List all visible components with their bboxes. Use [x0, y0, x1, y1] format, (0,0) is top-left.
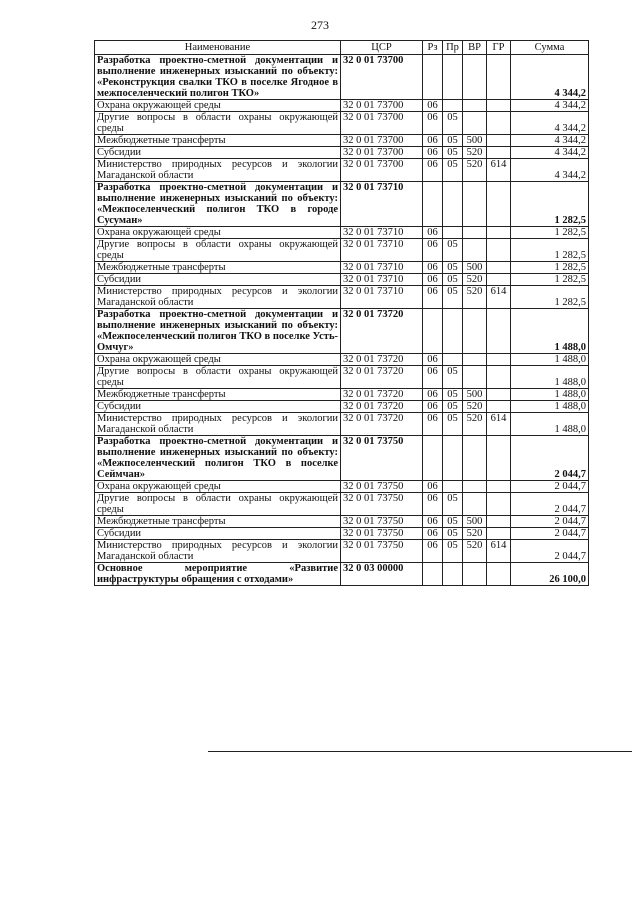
cell-name: Охрана окружающей среды	[95, 227, 341, 239]
header-rz: Рз	[423, 41, 443, 55]
cell-name: Охрана окружающей среды	[95, 354, 341, 366]
cell-sum: 2 044,7	[511, 436, 589, 481]
cell-pr: 05	[443, 274, 463, 286]
cell-csr: 32 0 01 73700	[341, 159, 423, 182]
cell-sum: 1 282,5	[511, 274, 589, 286]
cell-csr: 32 0 01 73710	[341, 239, 423, 262]
budget-table	[94, 40, 589, 586]
table-row	[95, 516, 589, 528]
cell-name: Охрана окружающей среды	[95, 100, 341, 112]
cell-name: Другие вопросы в области охраны окружающей среды	[95, 493, 341, 516]
cell-sum: 2 044,7	[511, 493, 589, 516]
cell-name: Разработка проектно-сметной документации и выполнение инженерных изысканий по объекту: «Межпоселенческий полигон ТКО в городе Сусуман»	[95, 182, 341, 227]
cell-gr: 614	[487, 540, 511, 563]
cell-gr	[487, 309, 511, 354]
cell-pr: 05	[443, 516, 463, 528]
cell-name: Разработка проектно-сметной документации и выполнение инженерных изысканий по объекту: «Межпоселенческий полигон ТКО в поселке Усть-Омчуг»	[95, 309, 341, 354]
cell-vr: 520	[463, 286, 487, 309]
cell-pr	[443, 182, 463, 227]
cell-gr	[487, 239, 511, 262]
cell-name: Субсидии	[95, 274, 341, 286]
cell-vr: 520	[463, 528, 487, 540]
cell-gr	[487, 366, 511, 389]
cell-rz: 06	[423, 366, 443, 389]
cell-csr: 32 0 01 73750	[341, 528, 423, 540]
cell-rz: 06	[423, 528, 443, 540]
cell-sum: 1 488,0	[511, 401, 589, 413]
cell-name: Субсидии	[95, 147, 341, 159]
cell-csr: 32 0 01 73750	[341, 481, 423, 493]
table-row	[95, 274, 589, 286]
cell-gr: 614	[487, 159, 511, 182]
cell-csr: 32 0 01 73710	[341, 286, 423, 309]
cell-vr: 520	[463, 147, 487, 159]
cell-name: Межбюджетные трансферты	[95, 135, 341, 147]
cell-vr	[463, 493, 487, 516]
table-row	[95, 528, 589, 540]
table-row	[95, 493, 589, 516]
cell-pr: 05	[443, 528, 463, 540]
cell-csr: 32 0 01 73700	[341, 135, 423, 147]
cell-pr	[443, 100, 463, 112]
cell-name: Министерство природных ресурсов и экологии Магаданской области	[95, 540, 341, 563]
cell-sum: 1 488,0	[511, 309, 589, 354]
cell-rz: 06	[423, 354, 443, 366]
page-number: 273	[311, 18, 329, 32]
cell-gr	[487, 493, 511, 516]
cell-pr: 05	[443, 540, 463, 563]
cell-pr	[443, 227, 463, 239]
horizontal-rule	[208, 751, 632, 752]
cell-pr: 05	[443, 239, 463, 262]
cell-csr: 32 0 01 73750	[341, 436, 423, 481]
cell-name: Основное мероприятие «Развитие инфраструктуры обращения с отходами»	[95, 563, 341, 586]
cell-pr: 05	[443, 413, 463, 436]
cell-pr: 05	[443, 389, 463, 401]
cell-gr	[487, 516, 511, 528]
cell-csr: 32 0 01 73710	[341, 262, 423, 274]
cell-gr	[487, 227, 511, 239]
table-row	[95, 389, 589, 401]
cell-rz: 06	[423, 481, 443, 493]
cell-rz: 06	[423, 262, 443, 274]
cell-sum: 4 344,2	[511, 100, 589, 112]
cell-vr: 500	[463, 262, 487, 274]
cell-sum: 2 044,7	[511, 481, 589, 493]
cell-pr	[443, 354, 463, 366]
cell-rz: 06	[423, 401, 443, 413]
cell-sum: 1 282,5	[511, 262, 589, 274]
cell-pr: 05	[443, 147, 463, 159]
table-row	[95, 413, 589, 436]
cell-name: Межбюджетные трансферты	[95, 389, 341, 401]
cell-rz: 06	[423, 286, 443, 309]
cell-gr	[487, 528, 511, 540]
cell-pr: 05	[443, 135, 463, 147]
cell-vr: 520	[463, 159, 487, 182]
cell-csr: 32 0 01 73700	[341, 55, 423, 100]
cell-name: Разработка проектно-сметной документации и выполнение инженерных изысканий по объекту: «Межпоселенческий полигон ТКО в поселке Сеймчан»	[95, 436, 341, 481]
cell-csr: 32 0 01 73720	[341, 389, 423, 401]
table-row	[95, 481, 589, 493]
table-row	[95, 227, 589, 239]
cell-rz: 06	[423, 413, 443, 436]
header-sum: Сумма	[511, 41, 589, 55]
cell-sum: 2 044,7	[511, 528, 589, 540]
table-row	[95, 262, 589, 274]
cell-rz: 06	[423, 112, 443, 135]
cell-name: Другие вопросы в области охраны окружающей среды	[95, 112, 341, 135]
table-row	[95, 366, 589, 389]
table-row	[95, 354, 589, 366]
cell-rz: 06	[423, 493, 443, 516]
cell-csr: 32 0 01 73720	[341, 309, 423, 354]
cell-gr	[487, 401, 511, 413]
cell-pr: 05	[443, 112, 463, 135]
cell-gr: 614	[487, 286, 511, 309]
cell-sum: 26 100,0	[511, 563, 589, 586]
header-pr: Пр	[443, 41, 463, 55]
cell-vr: 500	[463, 516, 487, 528]
cell-rz	[423, 55, 443, 100]
table-row	[95, 286, 589, 309]
cell-csr: 32 0 01 73720	[341, 366, 423, 389]
cell-rz: 06	[423, 389, 443, 401]
cell-gr	[487, 481, 511, 493]
cell-rz: 06	[423, 135, 443, 147]
table-row	[95, 239, 589, 262]
cell-vr	[463, 309, 487, 354]
cell-gr	[487, 354, 511, 366]
table-header-row	[95, 41, 589, 55]
cell-gr	[487, 389, 511, 401]
cell-csr: 32 0 01 73710	[341, 274, 423, 286]
cell-sum: 1 282,5	[511, 182, 589, 227]
cell-pr	[443, 481, 463, 493]
cell-name: Другие вопросы в области охраны окружающей среды	[95, 239, 341, 262]
table-row	[95, 436, 589, 481]
cell-name: Министерство природных ресурсов и экологии Магаданской области	[95, 159, 341, 182]
cell-pr	[443, 563, 463, 586]
cell-rz	[423, 309, 443, 354]
cell-name: Разработка проектно-сметной документации и выполнение инженерных изысканий по объекту: «Реконструкция свалки ТКО в поселке Ягодное в межпоселенческий полигон ТКО»	[95, 55, 341, 100]
cell-sum: 2 044,7	[511, 516, 589, 528]
table-row	[95, 112, 589, 135]
cell-sum: 4 344,2	[511, 112, 589, 135]
cell-sum: 1 488,0	[511, 354, 589, 366]
cell-pr	[443, 309, 463, 354]
cell-csr: 32 0 01 73750	[341, 540, 423, 563]
cell-sum: 1 282,5	[511, 239, 589, 262]
cell-vr: 520	[463, 274, 487, 286]
cell-csr: 32 0 01 73710	[341, 227, 423, 239]
cell-sum: 4 344,2	[511, 55, 589, 100]
cell-name: Министерство природных ресурсов и экологии Магаданской области	[95, 413, 341, 436]
cell-gr: 614	[487, 413, 511, 436]
cell-vr: 500	[463, 135, 487, 147]
table-body	[95, 55, 589, 586]
cell-sum: 1 282,5	[511, 227, 589, 239]
cell-vr	[463, 100, 487, 112]
cell-sum: 1 282,5	[511, 286, 589, 309]
cell-gr	[487, 262, 511, 274]
cell-name: Другие вопросы в области охраны окружающей среды	[95, 366, 341, 389]
cell-sum: 1 488,0	[511, 366, 589, 389]
cell-rz: 06	[423, 516, 443, 528]
cell-vr	[463, 239, 487, 262]
cell-vr	[463, 182, 487, 227]
cell-pr: 05	[443, 366, 463, 389]
cell-vr	[463, 112, 487, 135]
cell-rz: 06	[423, 227, 443, 239]
cell-pr: 05	[443, 159, 463, 182]
cell-gr	[487, 436, 511, 481]
cell-gr	[487, 112, 511, 135]
cell-rz: 06	[423, 239, 443, 262]
cell-vr	[463, 354, 487, 366]
cell-csr: 32 0 03 00000	[341, 563, 423, 586]
cell-vr	[463, 366, 487, 389]
table-row	[95, 159, 589, 182]
cell-sum: 1 488,0	[511, 389, 589, 401]
cell-vr	[463, 227, 487, 239]
cell-sum: 4 344,2	[511, 159, 589, 182]
cell-csr: 32 0 01 73710	[341, 182, 423, 227]
cell-gr	[487, 100, 511, 112]
cell-rz: 06	[423, 540, 443, 563]
cell-pr: 05	[443, 262, 463, 274]
cell-csr: 32 0 01 73750	[341, 516, 423, 528]
cell-vr: 520	[463, 540, 487, 563]
cell-rz: 06	[423, 100, 443, 112]
cell-rz: 06	[423, 159, 443, 182]
cell-sum: 2 044,7	[511, 540, 589, 563]
cell-pr: 05	[443, 493, 463, 516]
cell-gr	[487, 563, 511, 586]
cell-csr: 32 0 01 73700	[341, 100, 423, 112]
cell-vr	[463, 563, 487, 586]
table-row	[95, 563, 589, 586]
cell-vr	[463, 481, 487, 493]
table-row	[95, 182, 589, 227]
cell-gr	[487, 135, 511, 147]
cell-pr: 05	[443, 401, 463, 413]
cell-csr: 32 0 01 73720	[341, 354, 423, 366]
header-vr: ВР	[463, 41, 487, 55]
cell-rz: 06	[423, 274, 443, 286]
cell-pr	[443, 55, 463, 100]
cell-rz	[423, 436, 443, 481]
cell-pr	[443, 436, 463, 481]
table-row	[95, 540, 589, 563]
table-row	[95, 401, 589, 413]
cell-pr: 05	[443, 286, 463, 309]
cell-gr	[487, 182, 511, 227]
table-row	[95, 100, 589, 112]
cell-sum: 1 488,0	[511, 413, 589, 436]
cell-csr: 32 0 01 73720	[341, 413, 423, 436]
cell-vr: 500	[463, 389, 487, 401]
header-csr: ЦСР	[341, 41, 423, 55]
cell-name: Межбюджетные трансферты	[95, 262, 341, 274]
cell-vr: 520	[463, 401, 487, 413]
header-name: Наименование	[95, 41, 341, 55]
cell-csr: 32 0 01 73700	[341, 147, 423, 159]
cell-name: Министерство природных ресурсов и экологии Магаданской области	[95, 286, 341, 309]
cell-gr	[487, 55, 511, 100]
cell-sum: 4 344,2	[511, 147, 589, 159]
cell-vr	[463, 436, 487, 481]
cell-vr: 520	[463, 413, 487, 436]
cell-name: Субсидии	[95, 401, 341, 413]
cell-vr	[463, 55, 487, 100]
cell-name: Охрана окружающей среды	[95, 481, 341, 493]
cell-sum: 4 344,2	[511, 135, 589, 147]
cell-rz	[423, 563, 443, 586]
table-row	[95, 55, 589, 100]
header-gr: ГР	[487, 41, 511, 55]
cell-name: Межбюджетные трансферты	[95, 516, 341, 528]
cell-csr: 32 0 01 73700	[341, 112, 423, 135]
table-row	[95, 309, 589, 354]
table-row	[95, 135, 589, 147]
cell-rz: 06	[423, 147, 443, 159]
cell-csr: 32 0 01 73720	[341, 401, 423, 413]
cell-csr: 32 0 01 73750	[341, 493, 423, 516]
cell-rz	[423, 182, 443, 227]
cell-gr	[487, 147, 511, 159]
cell-gr	[487, 274, 511, 286]
cell-name: Субсидии	[95, 528, 341, 540]
table-row	[95, 147, 589, 159]
